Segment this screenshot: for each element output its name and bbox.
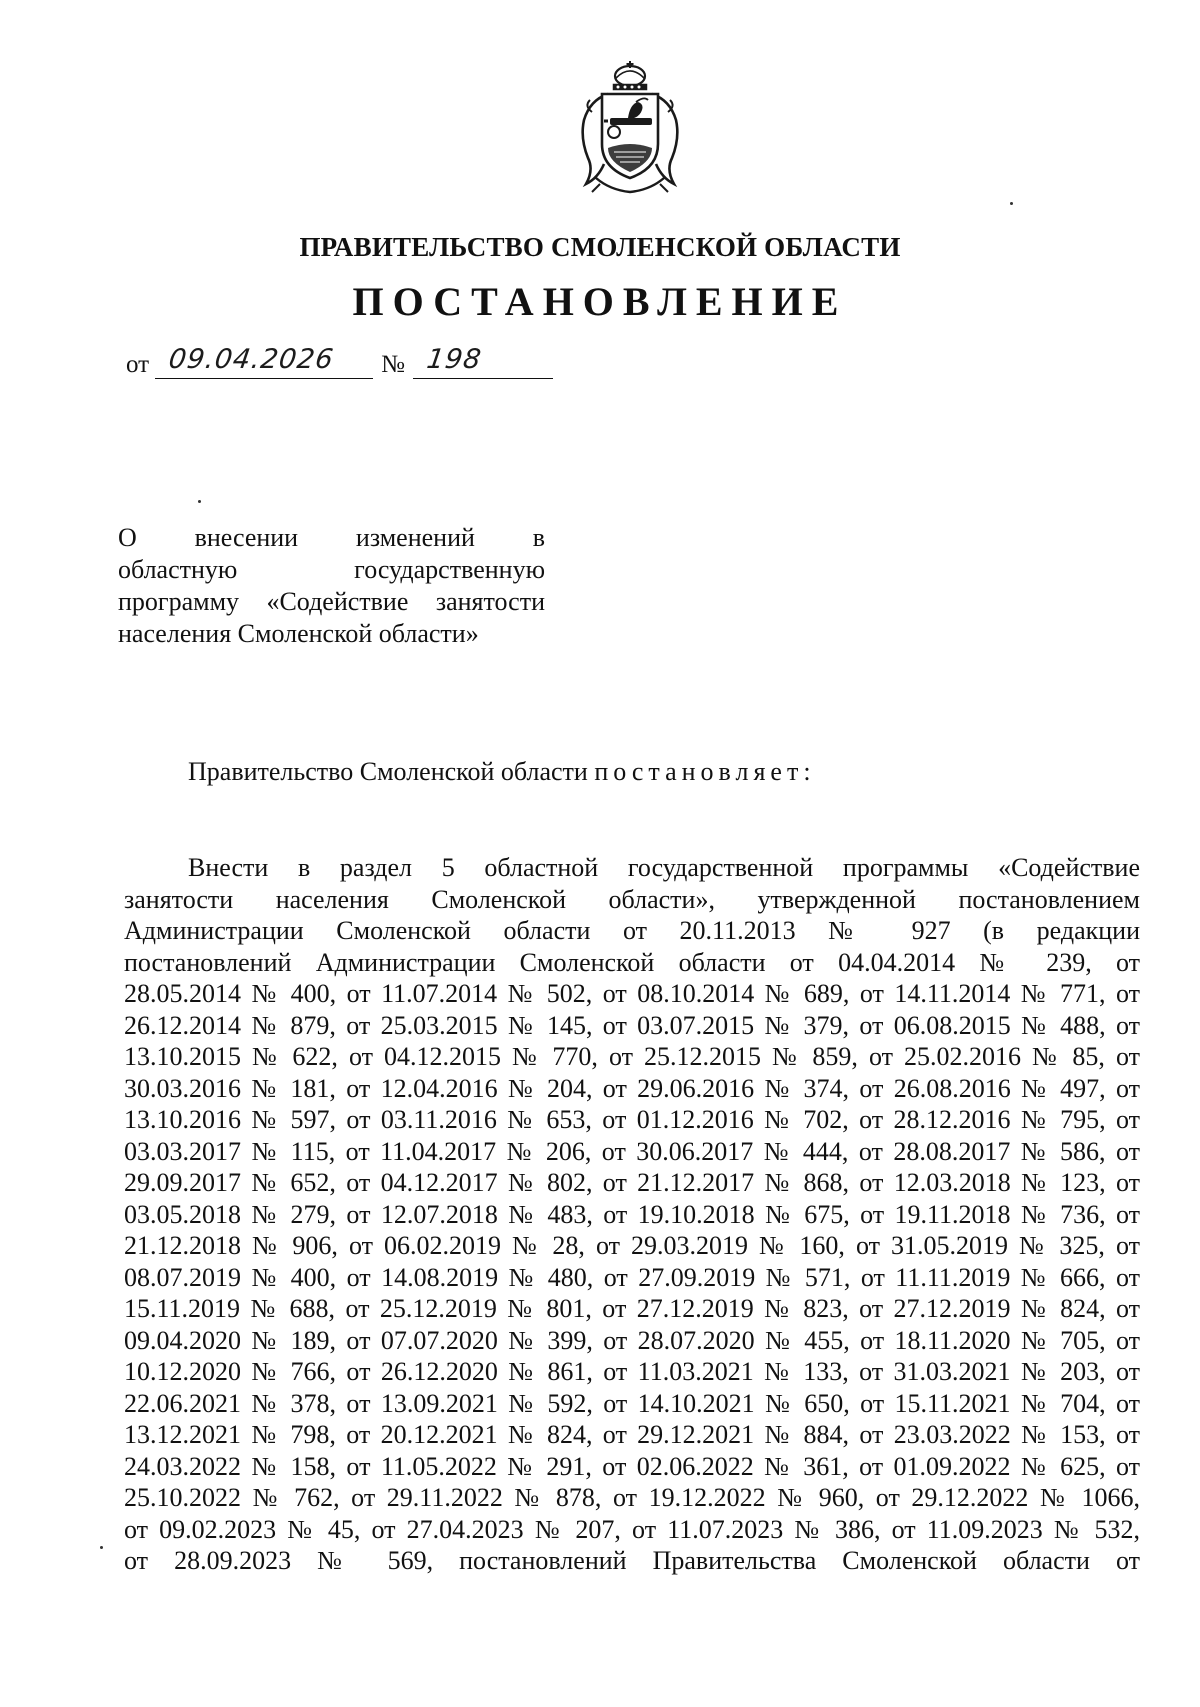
number-prefix: № [381,351,405,378]
body-line: 21.12.2018 № 906, от 06.02.2019 № 28, от 29.03.2019 № 160, от 31.05.2019 № 325, от [124,1231,1140,1260]
body-line: 03.03.2017 № 115, от 11.04.2017 № 206, от 30.06.2017 № 444, от 28.08.2017 № 586, от [124,1136,1140,1166]
body-line: 10.12.2020 № 766, от 26.12.2020 № 861, от 11.03.2021 № 133, от 31.03.2021 № 203, от [124,1357,1140,1386]
resolution-statement [188,757,816,787]
smolensk-coat-of-arms-icon [570,60,690,196]
body-line: 08.07.2019 № 400, от 14.08.2019 № 480, от 27.09.2019 № 571, от 11.11.2019 № 666, от [124,1262,1140,1292]
resolution-verb: постановляет: [594,757,816,786]
scan-speck [198,500,201,503]
document-subject [118,522,545,650]
body-line: постановлений Администрации Смоленской области от 04.04.2014 № 239, от [124,947,1140,977]
body-line: 15.11.2019 № 688, от 25.12.2019 № 801, от 27.12.2019 № 823, от 27.12.2019 № 824, от [124,1294,1140,1323]
document-type-title: ПОСТАНОВЛЕНИЕ [352,279,848,324]
body-line: 26.12.2014 № 879, от 25.03.2015 № 145, от 03.07.2015 № 379, от 06.08.2015 № 488, от [124,1010,1140,1040]
scan-speck [1010,202,1013,205]
subject-line: программу «Содействие занятости [118,587,545,616]
document-body [124,852,1140,1577]
body-line: от 09.02.2023 № 45, от 27.04.2023 № 207, от 11.07.2023 № 386, от 11.09.2023 № 532, [124,1514,1140,1544]
body-line: 24.03.2022 № 158, от 11.05.2022 № 291, от 02.06.2022 № 361, от 01.09.2022 № 625, от [124,1451,1140,1481]
government-title: ПРАВИТЕЛЬСТВО СМОЛЕНСКОЙ ОБЛАСТИ [299,232,901,262]
number-field [413,344,553,379]
body-line: 28.05.2014 № 400, от 11.07.2014 № 502, от 08.10.2014 № 689, от 14.11.2014 № 771, от [124,979,1140,1008]
subject-line: областную государственную [118,555,545,584]
body-line: Внести в раздел 5 областной государственной программы «Содействие [188,853,1140,882]
date-field [155,344,373,379]
scan-speck [100,1546,103,1549]
date-prefix: от [126,351,150,378]
handwritten-number: 198 [424,344,484,375]
body-line: 03.05.2018 № 279, от 12.07.2018 № 483, от 19.10.2018 № 675, от 19.11.2018 № 736, от [124,1199,1140,1229]
body-line: 09.04.2020 № 189, от 07.07.2020 № 399, от 28.07.2020 № 455, от 18.11.2020 № 705, от [124,1325,1140,1355]
body-line: 30.03.2016 № 181, от 12.04.2016 № 204, от 29.06.2016 № 374, от 26.08.2016 № 497, от [124,1073,1140,1103]
body-line: 25.10.2022 № 762, от 29.11.2022 № 878, от 19.12.2022 № 960, от 29.12.2022 № 1066, [124,1483,1140,1512]
body-line: 29.09.2017 № 652, от 04.12.2017 № 802, от 21.12.2017 № 868, от 12.03.2018 № 123, от [124,1168,1140,1197]
subject-line: населения Смоленской области» [118,619,479,648]
body-line: 13.10.2016 № 597, от 03.11.2016 № 653, от 01.12.2016 № 702, от 28.12.2016 № 795, от [124,1105,1140,1134]
body-line: занятости населения Смоленской области», утвержденной постановлением [124,884,1140,914]
body-line: от 28.09.2023 № 569, постановлений Правительства Смоленской области от [124,1546,1140,1575]
resolution-lead: Правительство Смоленской области [188,757,588,786]
body-line: Администрации Смоленской области от 20.11.2013 № 927 (в редакции [124,916,1140,945]
subject-line: О внесении изменений в [118,523,545,552]
body-line: 13.10.2015 № 622, от 04.12.2015 № 770, от 25.12.2015 № 859, от 25.02.2016 № 85, от [124,1042,1140,1071]
body-line: 13.12.2021 № 798, от 20.12.2021 № 824, от 29.12.2021 № 884, от 23.03.2022 № 153, от [124,1420,1140,1449]
handwritten-date: 09.04.2026 [166,344,336,375]
body-line: 22.06.2021 № 378, от 13.09.2021 № 592, от 14.10.2021 № 650, от 15.11.2021 № 704, от [124,1388,1140,1418]
registration-line [126,344,553,379]
